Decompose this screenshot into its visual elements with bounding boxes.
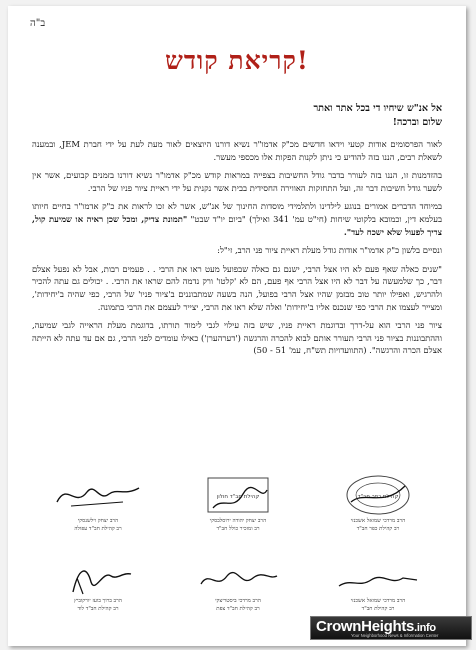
signature-1 [318, 472, 438, 533]
signature-scrawl-icon [333, 558, 423, 598]
signer-role-4: רב קהילת חב"ד [361, 605, 395, 612]
signature-scrawl-icon [53, 472, 143, 518]
paragraph-3 [32, 200, 442, 238]
signatures-block [28, 472, 446, 632]
signature-5 [178, 558, 298, 613]
watermark-tagline: Your Neighborhood News & Information Center [351, 633, 439, 638]
paragraph-2: בהזדמנות זו, הננו בזה לעורר בדבר גודל החשיבות בצפייה במראות קודש מכ"ק אדמו"ר נשיא דורנו בזמנים קבועים, אשר אין לשער גודל חשיבות דבר זה, ועל התחזקות האווירה החסידית בבית אשר נקנית על ידי ראיית ציור פניו של הרבי. [32, 170, 442, 193]
signer-name-4: הרב מרדכי שמואל אשכנזי [350, 598, 406, 604]
letter-title: קריאת קודש! [165, 46, 309, 75]
signer-name-6: הרב ברוך בועז יורקוביץ [74, 598, 122, 604]
bh-header: ב"ה [30, 18, 46, 29]
paragraph-3-quote: "תמונת צדיק, ומכל שכן ראיה או שמיעת קול, צריך לפעול שלא ישכח לעד". [32, 213, 442, 237]
signature-scrawl-icon [53, 558, 143, 598]
salutation: אל אנ"ש שיחיו די בכל אתר ואתר [313, 103, 442, 114]
paragraph-5: "שנים כאלה שאף פעם לא היו אצל הרבי, ישנם גם כאלה שבפועל מעט ראו את הרבי . . פעמים רבות, אבל לא נפעל אצלם דבר, כך שלמעשה על דבר לא היו אצל הרבי אף פעם, הם לא 'קלטו' ורק נדמה להם שראו את הרבי. . יכולים גם עתה להכיר ולהרגיש, ואפילו יותר טוב מבזמן שהיו אצל הרבי בפועל, הנה בשעה שמתבוננים ב'ציור פניו' של הרבי, כפי שהיה ב'יחידות', ומצייר לעצמו את הרבי כפי שנכנס אליו ב'יחידות' ואלה שלא ראו את הרבי, יצייר לעצמם את הרבי בתמונה. [32, 263, 442, 312]
rabbinical-stamp-icon [343, 472, 413, 518]
greeting: שלום וברכה! [392, 117, 442, 128]
stamp-text-1: קהילת כפר חב"ד [357, 494, 399, 500]
signer-name-5: הרב מרדכי ביסטריצקי [215, 598, 261, 604]
signer-role-6: רב קהילת חב"ד לוד [77, 605, 119, 612]
signature-6 [38, 558, 158, 613]
signature-3 [38, 472, 158, 533]
signer-role-1: רב קהילת כפר חב"ד [356, 525, 400, 532]
paragraph-1: לאור הפרסומים אודות קטעי וידאו חדשים מכ"ק אדמו"ר נשיא דורנו היוצאים לאור מעת לעת על ידי חברת JEM, ובמענה לשאלת רבים, הננו בזה להודיע כי ניתן לקנות הפקות אלו מכספי מעשר. [32, 139, 442, 162]
signature-4 [318, 558, 438, 613]
signer-name-2: הרב יצחק יהודה ירוסלבסקי [209, 518, 267, 524]
signature-scrawl-icon [193, 558, 283, 598]
crownheights-watermark [310, 616, 472, 640]
stamp-text-2: קהילת חב"ד חולון [216, 494, 260, 500]
signer-name-3: הרב יצחק וילשנסקי [77, 518, 119, 524]
signer-role-5: רב קהילת חב"ד צפת [216, 605, 260, 612]
watermark-logo-main: CrownHeights [316, 618, 415, 635]
letter-sheet [8, 6, 466, 646]
rabbinical-stamp-icon [203, 472, 273, 518]
paragraph-3-text: במיוחד הדברים אמורים בנוגע לילדינו ולתלמידי מוסדות החינוך של אנ"ש, אשר לא זכו לראות את כ"ק אדמו"ר בחיים חיותו בעלמא דין, וכמובא בלקוטי שיחות (חי"ט עמ' 341 ואילך) "ביום יו"ד שבט" [32, 201, 442, 224]
paragraph-4: ונסיים בלשון כ"ק אדמו"ר אודות גודל מעלת ראיית ציור פני הרב, זי"ל: [217, 245, 442, 256]
watermark-logo-tld: .info [414, 622, 436, 634]
signer-name-1: הרב מרדכי שמואל אשכנזי [350, 518, 406, 524]
signature-2 [178, 472, 298, 533]
signer-role-3: רב קהילת חב"ד עפולה [74, 525, 122, 532]
signer-role-2: רב ומזכיר כולל חב"ד [216, 525, 260, 532]
paragraph-6: ציור פני הרבי הוא על-דרך ובדוגמת ראיית פניו, שיש בזה עילוי לגבי לימוד תורתו, בדוגמת מעלת הראייה לגבי שמיעה, וההתבוננות בציור פני הרבי תעורר אותם לבוא להכרה והרגשה ('דערהערן') כאילו עומדים לפני הרבי, גם אם עד עתה לא הייתה אצלם הכרה והרגשה". (התוועדויות תש"ח, עמ' 51 - 50) [32, 320, 442, 356]
letter-body [32, 102, 442, 363]
